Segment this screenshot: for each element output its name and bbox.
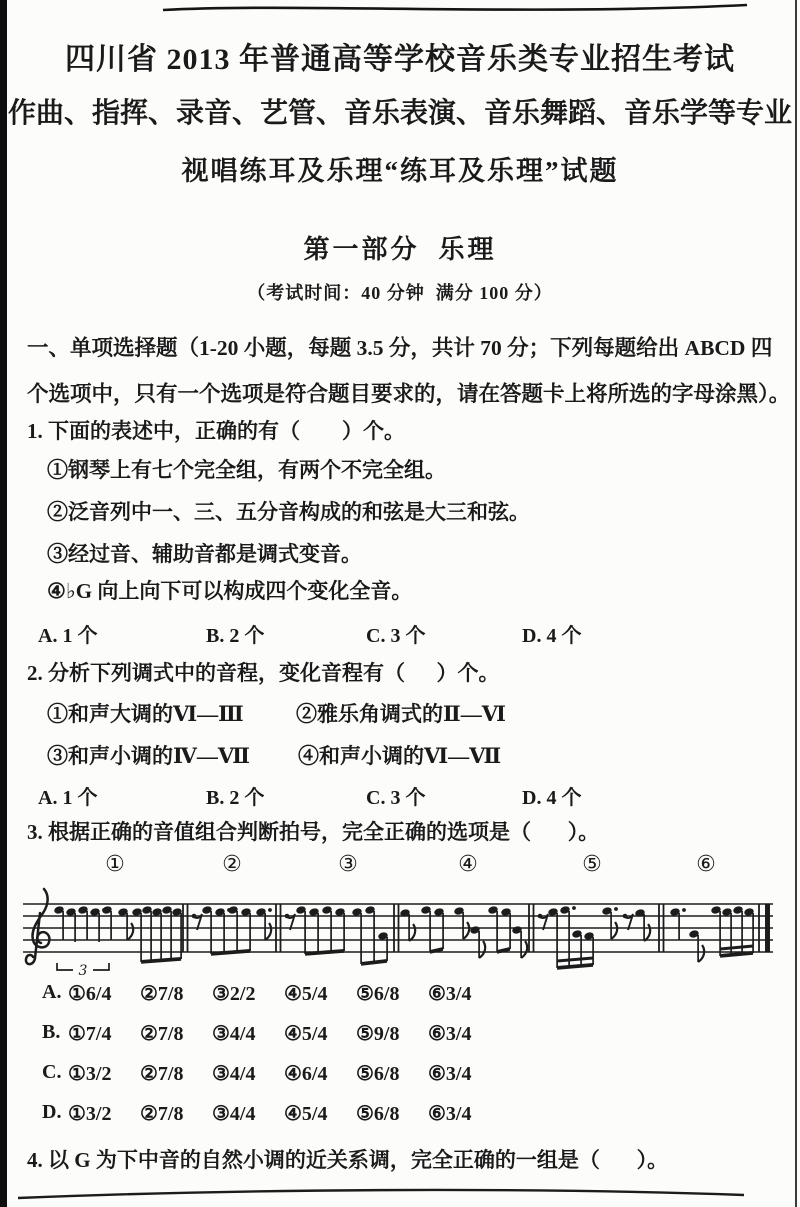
- q2-stem: 2. 分析下列调式中的音程，变化音程有（ ）个。: [27, 661, 500, 685]
- q3-a-6: ⑥3/4: [428, 983, 472, 1005]
- q3-a-label: A.: [42, 981, 62, 1003]
- q3-b-5: ⑤9/8: [356, 1023, 400, 1045]
- measure-label-6: ⑥: [696, 852, 716, 877]
- q2-item-1: ①和声大调的Ⅵ—Ⅲ: [47, 702, 244, 726]
- q2-item-3: ③和声小调的Ⅳ—Ⅶ: [47, 744, 250, 768]
- music-staff: [23, 886, 775, 982]
- q2-item-2: ②雅乐角调式的Ⅱ—Ⅵ: [296, 702, 506, 726]
- q3-b-6: ⑥3/4: [428, 1023, 472, 1045]
- q3-option-row-b: [42, 1021, 512, 1049]
- q2-item-4: ④和声小调的Ⅵ—Ⅶ: [298, 744, 502, 768]
- q3-c-label: C.: [42, 1061, 62, 1083]
- q3-d-6: ⑥3/4: [428, 1103, 472, 1125]
- q3-a-3: ③2/2: [212, 983, 256, 1005]
- q1-item-4: ④♭G 向上向下可以构成四个变化全音。: [47, 579, 413, 603]
- section1-intro-line1: 一、单项选择题（1-20 小题，每题 3.5 分，共计 70 分；下列每题给出 ABCD 四: [27, 336, 773, 360]
- q3-option-row-d: [42, 1101, 512, 1129]
- q3-d-5: ⑤6/8: [356, 1103, 400, 1125]
- exam-title-line3: 视唱练耳及乐理“练耳及乐理”试题: [181, 156, 619, 186]
- q3-d-2: ②7/8: [140, 1103, 184, 1125]
- q3-a-1: ①6/4: [68, 983, 112, 1005]
- q1-stem: 1. 下面的表述中，正确的有（ ）个。: [27, 419, 405, 443]
- q1-option-d: D. 4 个: [522, 625, 582, 647]
- q3-a-4: ④5/4: [284, 983, 328, 1005]
- q3-d-label: D.: [42, 1101, 62, 1123]
- measure-label-5: ⑤: [582, 852, 602, 877]
- q3-c-1: ①3/2: [68, 1063, 112, 1085]
- part-heading: 第一部分 乐理: [303, 235, 497, 264]
- q3-option-row-c: [42, 1061, 512, 1089]
- measure-label-2: ②: [222, 852, 242, 877]
- exam-title-line1: 四川省 2013 年普通高等学校音乐类专业招生考试: [65, 43, 735, 76]
- q2-option-c: C. 3 个: [366, 787, 426, 809]
- svg-text:3: 3: [78, 963, 88, 979]
- q3-d-4: ④5/4: [284, 1103, 328, 1125]
- q2-option-a: A. 1 个: [38, 787, 98, 809]
- q1-item-3: ③经过音、辅助音都是调式变音。: [47, 542, 362, 566]
- q2-option-d: D. 4 个: [522, 787, 582, 809]
- q3-b-3: ③4/4: [212, 1023, 256, 1045]
- q3-c-6: ⑥3/4: [428, 1063, 472, 1085]
- q3-d-1: ①3/2: [68, 1103, 112, 1125]
- q1-item-2: ②泛音列中一、三、五分音构成的和弦是大三和弦。: [47, 500, 530, 524]
- exam-title-line2: 作曲、指挥、录音、艺管、音乐表演、音乐舞蹈、音乐学等专业: [7, 98, 792, 129]
- q3-c-5: ⑤6/8: [356, 1063, 400, 1085]
- measure-label-3: ③: [338, 852, 358, 877]
- q3-c-2: ②7/8: [140, 1063, 184, 1085]
- q3-b-1: ①7/4: [68, 1023, 112, 1045]
- q3-a-5: ⑤6/8: [356, 983, 400, 1005]
- q2-option-b: B. 2 个: [206, 787, 265, 809]
- section1-intro-line2: 个选项中，只有一个选项是符合题目要求的，请在答题卡上将所选的字母涂黑）。: [27, 382, 791, 406]
- q3-option-row-a: [42, 981, 512, 1009]
- q3-c-4: ④6/4: [284, 1063, 328, 1085]
- q1-option-a: A. 1 个: [38, 625, 98, 647]
- q1-option-b: B. 2 个: [206, 625, 265, 647]
- q3-c-3: ③4/4: [212, 1063, 256, 1085]
- q1-item-1: ①钢琴上有七个完全组，有两个不完全组。: [47, 458, 446, 482]
- measure-label-1: ①: [105, 852, 125, 877]
- q3-stem: 3. 根据正确的音值组合判断拍号，完全正确的选项是（ ）。: [27, 820, 600, 844]
- q3-d-3: ③4/4: [212, 1103, 256, 1125]
- measure-label-4: ④: [458, 852, 478, 877]
- q3-b-2: ②7/8: [140, 1023, 184, 1045]
- q3-b-label: B.: [42, 1021, 61, 1043]
- q3-a-2: ②7/8: [140, 983, 184, 1005]
- q4-stem: 4. 以 G 为下中音的自然小调的近关系调，完全正确的一组是（ ）。: [27, 1148, 669, 1172]
- q3-b-4: ④5/4: [284, 1023, 328, 1045]
- exam-info: （考试时间：40 分钟 满分 100 分）: [247, 283, 553, 303]
- q1-option-c: C. 3 个: [366, 625, 426, 647]
